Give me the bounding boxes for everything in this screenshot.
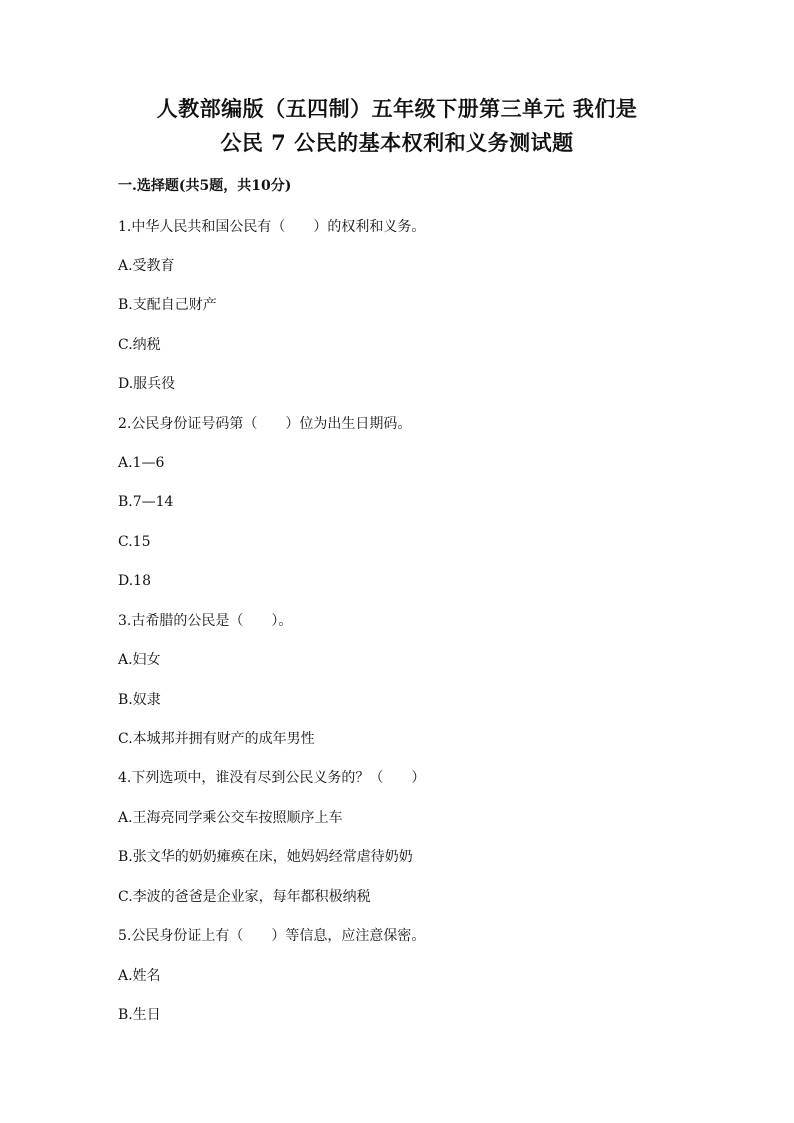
title-line-2: 公民 7 公民的基本权利和义务测试题 <box>220 130 574 155</box>
question-5-stem: 5.公民身份证上有（ ）等信息，应注意保密。 <box>118 928 426 944</box>
title-line-1: 人教部编版（五四制）五年级下册第三单元 我们是 <box>156 96 638 121</box>
question-4-stem: 4.下列选项中，谁没有尽到公民义务的？（ ） <box>118 770 426 786</box>
question-3-stem: 3.古希腊的公民是（ ）。 <box>118 613 293 629</box>
section-heading: 一.选择题(共5题，共10分) <box>118 178 292 194</box>
question-3-option-b: B.奴隶 <box>118 692 161 708</box>
question-5-option-a: A.姓名 <box>118 968 161 984</box>
question-1-option-c: C.纳税 <box>118 337 161 353</box>
question-5-option-b: B.生日 <box>118 1007 161 1023</box>
question-1-stem: 1.中华人民共和国公民有（ ）的权利和义务。 <box>118 219 426 235</box>
question-1-option-a: A.受教育 <box>118 258 175 274</box>
question-3-option-a: A.妇女 <box>118 652 161 668</box>
question-2-option-d: D.18 <box>118 573 151 589</box>
question-4-option-c: C.李波的爸爸是企业家，每年都积极纳税 <box>118 889 371 905</box>
question-1-option-d: D.服兵役 <box>118 376 176 392</box>
question-4-option-a: A.王海亮同学乘公交车按照顺序上车 <box>118 810 343 826</box>
question-1-option-b: B.支配自己财产 <box>118 297 217 313</box>
question-4-option-b: B.张文华的奶奶瘫痪在床，她妈妈经常虐待奶奶 <box>118 849 413 865</box>
question-2-option-a: A.1—6 <box>118 455 165 471</box>
question-2-stem: 2.公民身份证号码第（ ）位为出生日期码。 <box>118 416 412 432</box>
question-3-option-c: C.本城邦并拥有财产的成年男性 <box>118 731 315 747</box>
question-2-option-b: B.7—14 <box>118 494 174 510</box>
question-2-option-c: C.15 <box>118 534 151 550</box>
page-title <box>90 92 704 160</box>
